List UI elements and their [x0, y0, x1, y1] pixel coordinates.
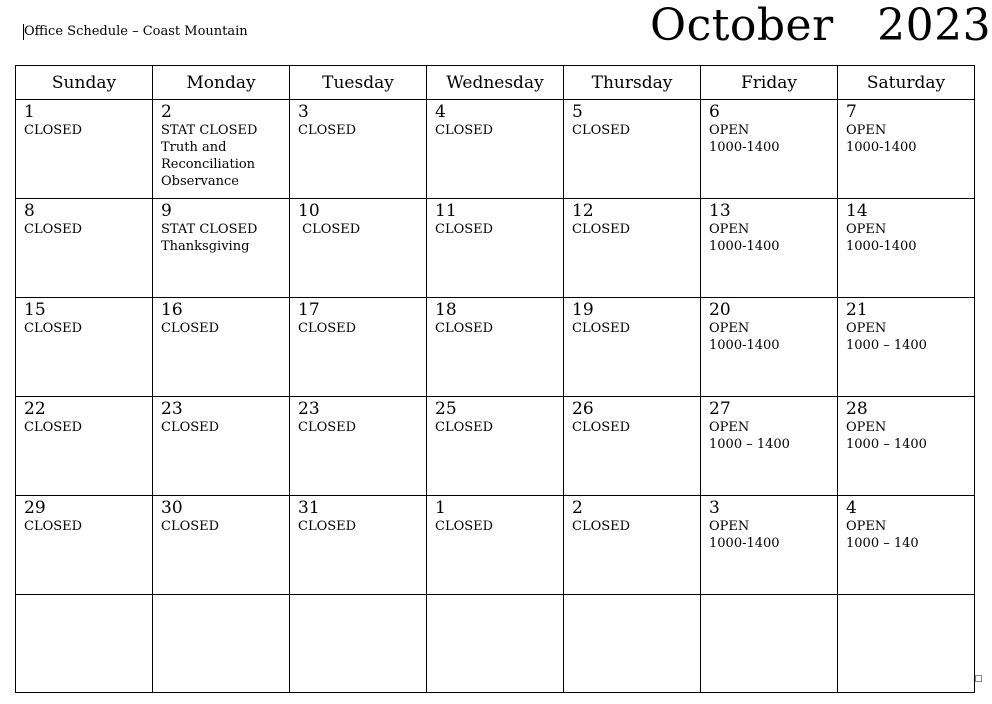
day-status-line: Observance: [161, 174, 239, 189]
day-cell[interactable]: [427, 199, 564, 298]
day-cell[interactable]: [16, 199, 153, 298]
day-number: 17: [298, 300, 320, 320]
day-number: 3: [298, 102, 309, 122]
day-cell[interactable]: [838, 100, 975, 199]
day-status-line: CLOSED: [435, 519, 494, 534]
day-cell[interactable]: [153, 496, 290, 595]
week-row: [16, 595, 975, 693]
day-status-line: CLOSED: [572, 420, 631, 435]
day-cell[interactable]: [427, 100, 564, 199]
day-status-line: OPEN: [846, 222, 887, 237]
day-status-line: OPEN: [846, 519, 887, 534]
day-number: 14: [846, 201, 868, 221]
day-status-line: CLOSED: [24, 420, 83, 435]
day-cell[interactable]: [153, 199, 290, 298]
day-status-line: CLOSED: [298, 222, 361, 237]
day-number: 16: [161, 300, 183, 320]
weekday-header-tuesday: Tuesday: [290, 66, 427, 100]
day-number: 8: [24, 201, 35, 221]
day-status-line: CLOSED: [298, 420, 357, 435]
week-row: [16, 298, 975, 397]
day-number: 27: [709, 399, 731, 419]
day-status-line: OPEN: [709, 123, 750, 138]
day-number: 23: [298, 399, 320, 419]
day-number: 13: [709, 201, 731, 221]
day-cell[interactable]: [153, 298, 290, 397]
weekday-header-wednesday: Wednesday: [427, 66, 564, 100]
day-status-line: CLOSED: [161, 420, 220, 435]
day-cell[interactable]: [838, 595, 975, 693]
day-status-line: 1000 – 1400: [846, 437, 927, 452]
day-status-line: OPEN: [846, 420, 887, 435]
day-status-line: CLOSED: [435, 123, 494, 138]
day-status-line: OPEN: [709, 420, 750, 435]
day-cell[interactable]: [427, 298, 564, 397]
weekday-header-saturday: Saturday: [838, 66, 975, 100]
day-number: 31: [298, 498, 320, 518]
day-cell[interactable]: [16, 100, 153, 199]
day-cell[interactable]: [564, 496, 701, 595]
day-status-line: CLOSED: [24, 519, 83, 534]
day-status-line: 1000-1400: [846, 239, 917, 254]
day-cell[interactable]: [16, 496, 153, 595]
day-status-line: CLOSED: [572, 321, 631, 336]
day-status-line: Thanksgiving: [161, 239, 250, 254]
day-status-line: CLOSED: [435, 222, 494, 237]
day-number: 26: [572, 399, 594, 419]
day-number: 25: [435, 399, 457, 419]
day-status-line: CLOSED: [24, 222, 83, 237]
day-cell[interactable]: [564, 100, 701, 199]
weekday-header-sunday: Sunday: [16, 66, 153, 100]
table-resize-handle[interactable]: [975, 675, 982, 682]
day-cell[interactable]: [290, 298, 427, 397]
day-number: 1: [435, 498, 446, 518]
week-row: [16, 397, 975, 496]
day-status-line: CLOSED: [24, 321, 83, 336]
day-status-line: OPEN: [709, 519, 750, 534]
day-number: 9: [161, 201, 172, 221]
day-cell[interactable]: [427, 496, 564, 595]
day-status-line: CLOSED: [572, 123, 631, 138]
day-status-line: CLOSED: [572, 222, 631, 237]
day-cell[interactable]: [427, 397, 564, 496]
day-cell[interactable]: [290, 397, 427, 496]
day-status-line: CLOSED: [435, 321, 494, 336]
day-number: 19: [572, 300, 594, 320]
day-number: 5: [572, 102, 583, 122]
day-status-line: CLOSED: [572, 519, 631, 534]
day-number: 28: [846, 399, 868, 419]
day-cell[interactable]: [16, 595, 153, 693]
day-cell[interactable]: [564, 298, 701, 397]
day-cell[interactable]: [16, 397, 153, 496]
day-status-line: STAT CLOSED: [161, 222, 258, 237]
week-row: [16, 496, 975, 595]
day-number: 21: [846, 300, 868, 320]
day-status-line: CLOSED: [161, 519, 220, 534]
day-cell[interactable]: [16, 298, 153, 397]
day-number: 29: [24, 498, 46, 518]
day-cell[interactable]: [564, 595, 701, 693]
day-number: 2: [161, 102, 172, 122]
day-number: 18: [435, 300, 457, 320]
week-row: [16, 199, 975, 298]
document-subtitle: Office Schedule – Coast Mountain: [24, 24, 248, 39]
day-cell[interactable]: [290, 595, 427, 693]
day-cell[interactable]: [701, 298, 838, 397]
day-cell[interactable]: [701, 397, 838, 496]
day-number: 7: [846, 102, 857, 122]
day-cell[interactable]: [290, 100, 427, 199]
day-cell[interactable]: [427, 595, 564, 693]
day-number: 12: [572, 201, 594, 221]
day-cell[interactable]: [153, 595, 290, 693]
day-number: 20: [709, 300, 731, 320]
weekday-header-monday: Monday: [153, 66, 290, 100]
day-cell[interactable]: [701, 496, 838, 595]
day-status-line: 1000 – 1400: [846, 338, 927, 353]
day-number: 10: [298, 201, 320, 221]
day-number: 23: [161, 399, 183, 419]
day-cell[interactable]: [564, 397, 701, 496]
day-cell[interactable]: [290, 496, 427, 595]
day-status-line: 1000 – 1400: [709, 437, 790, 452]
calendar-title: October 2023: [650, 0, 992, 51]
day-status-line: OPEN: [846, 123, 887, 138]
week-row: [16, 100, 975, 199]
day-status-line: OPEN: [846, 321, 887, 336]
day-status-line: CLOSED: [24, 123, 83, 138]
day-number: 1: [24, 102, 35, 122]
day-status-line: CLOSED: [298, 321, 357, 336]
day-number: 15: [24, 300, 46, 320]
day-cell[interactable]: [564, 199, 701, 298]
day-status-line: 1000-1400: [709, 239, 780, 254]
day-cell[interactable]: [290, 199, 427, 298]
day-cell[interactable]: [701, 199, 838, 298]
calendar-body: [16, 100, 975, 693]
day-status-line: Reconciliation: [161, 157, 256, 172]
day-status-line: CLOSED: [435, 420, 494, 435]
day-cell[interactable]: [701, 595, 838, 693]
day-number: 2: [572, 498, 583, 518]
day-status-line: 1000-1400: [709, 140, 780, 155]
day-status-line: 1000-1400: [709, 338, 780, 353]
day-number: 3: [709, 498, 720, 518]
weekday-header-thursday: Thursday: [564, 66, 701, 100]
weekday-header-friday: Friday: [701, 66, 838, 100]
day-status-line: CLOSED: [298, 519, 357, 534]
day-cell[interactable]: [838, 298, 975, 397]
day-status-line: 1000 – 140: [846, 536, 919, 551]
weekday-header-row: [16, 66, 975, 100]
day-status-line: OPEN: [709, 321, 750, 336]
day-status-line: Truth and: [161, 140, 227, 155]
day-number: 6: [709, 102, 720, 122]
day-cell[interactable]: [838, 496, 975, 595]
day-status-line: 1000-1400: [846, 140, 917, 155]
calendar-table: [15, 65, 975, 693]
day-cell[interactable]: [153, 100, 290, 199]
day-status-line: CLOSED: [298, 123, 357, 138]
day-number: 30: [161, 498, 183, 518]
day-number: 11: [435, 201, 457, 221]
day-status-line: OPEN: [709, 222, 750, 237]
day-number: 4: [846, 498, 857, 518]
day-status-line: CLOSED: [161, 321, 220, 336]
day-cell[interactable]: [153, 397, 290, 496]
day-cell[interactable]: [838, 397, 975, 496]
day-status-line: 1000-1400: [709, 536, 780, 551]
day-cell[interactable]: [701, 100, 838, 199]
day-number: 4: [435, 102, 446, 122]
day-number: 22: [24, 399, 46, 419]
day-status-line: STAT CLOSED: [161, 123, 258, 138]
day-cell[interactable]: [838, 199, 975, 298]
